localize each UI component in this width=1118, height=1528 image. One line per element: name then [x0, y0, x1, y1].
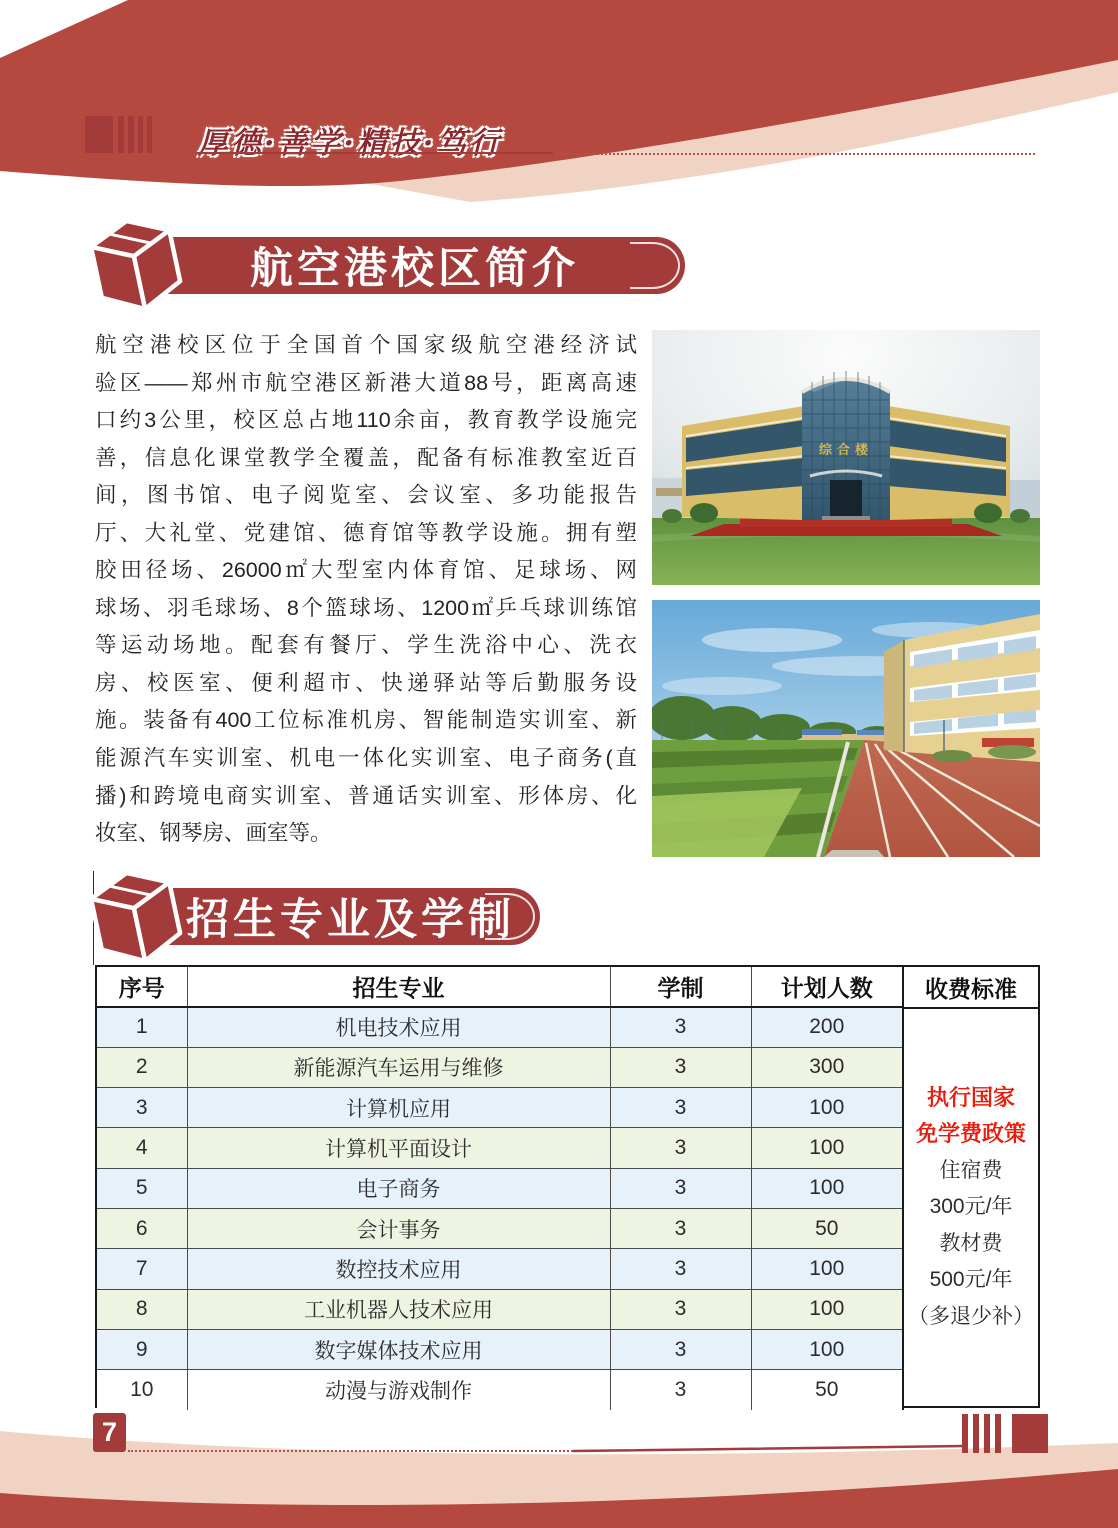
section-title-enrollment-label: 招生专业及学制	[186, 896, 515, 944]
cell-years: 3	[610, 1047, 751, 1087]
motto-rule-solid	[196, 152, 553, 154]
paragraph-line: 能源汽车实训室、机电一体化实训室、电子商务(直	[95, 746, 637, 771]
paragraph-line: 航空港校区位于全国首个国家级航空港经济试	[95, 333, 637, 357]
header-years: 学制	[610, 967, 751, 1007]
fee-detail-line: 教材费	[939, 1231, 1003, 1255]
table-row	[97, 1088, 903, 1128]
cell-major: 工业机器人技术应用	[187, 1289, 610, 1329]
cell-no: 2	[97, 1047, 187, 1087]
fee-policy-line: 免学费政策	[915, 1121, 1026, 1147]
paragraph-line: 口约3公里，校区总占地110余亩，教育教学设施完	[95, 408, 637, 433]
cell-plan: 200	[751, 1007, 903, 1047]
cell-no: 10	[97, 1370, 187, 1410]
cell-major: 计算机平面设计	[187, 1128, 610, 1168]
table-row	[97, 1047, 903, 1087]
paragraph-line: 等运动场地。配套有餐厅、学生洗浴中心、洗衣	[95, 633, 637, 658]
table-row	[97, 1329, 903, 1369]
cell-plan: 100	[751, 1329, 903, 1369]
cell-no: 5	[97, 1168, 187, 1208]
cell-no: 8	[97, 1289, 187, 1329]
footer-rule-solid	[573, 1440, 965, 1456]
header-plan: 计划人数	[751, 967, 903, 1007]
table-row	[97, 1128, 903, 1168]
cell-years: 3	[610, 1370, 751, 1410]
page-number: 7	[101, 1417, 118, 1447]
cell-years: 3	[610, 1128, 751, 1168]
cell-major: 数控技术应用	[187, 1249, 610, 1289]
cell-plan: 50	[751, 1208, 903, 1248]
table-row	[97, 1208, 903, 1248]
cell-plan: 100	[751, 1249, 903, 1289]
school-motto: 厚德·善学·精技·笃行	[198, 126, 503, 161]
table-header-row	[97, 967, 903, 1007]
table-row	[97, 1289, 903, 1329]
table-row	[97, 1168, 903, 1208]
cell-years: 3	[610, 1007, 751, 1047]
fee-details	[904, 1009, 1038, 1406]
cell-plan: 100	[751, 1289, 903, 1329]
page-number-badge	[93, 1413, 126, 1452]
cell-plan: 300	[751, 1047, 903, 1087]
cell-plan: 100	[751, 1168, 903, 1208]
fee-detail-line: 300元/年	[929, 1195, 1013, 1219]
cell-major: 机电技术应用	[187, 1007, 610, 1047]
paragraph-line: 球场、羽毛球场、8个篮球场、1200㎡乒乓球训练馆	[95, 595, 637, 620]
footer-rule-dotted	[128, 1450, 573, 1452]
paragraph-line: 间，图书馆、电子阅览室、会议室、多功能报告	[95, 483, 637, 508]
enrollment-main-table	[97, 967, 904, 1410]
cell-major: 电子商务	[187, 1168, 610, 1208]
cell-plan: 100	[751, 1088, 903, 1128]
cell-major: 新能源汽车运用与维修	[187, 1047, 610, 1087]
campus-photo-track	[652, 600, 1040, 857]
cell-no: 9	[97, 1329, 187, 1369]
fee-policy-line: 执行国家	[926, 1084, 1015, 1110]
cell-major: 数字媒体技术应用	[187, 1329, 610, 1369]
fee-detail-line: （多退少补）	[908, 1304, 1034, 1328]
paragraph-line: 妆室、钢琴房、画室等。	[95, 821, 332, 846]
cell-plan: 100	[751, 1128, 903, 1168]
cell-years: 3	[610, 1289, 751, 1329]
fee-detail-line: 500元/年	[929, 1268, 1013, 1292]
paragraph-line: 房、校医室、便利超市、快递驿站等后勤服务设	[95, 670, 637, 695]
section-title-campus-intro-label: 航空港校区简介	[250, 245, 579, 293]
header-barcode-ornament	[85, 116, 152, 153]
motto-rule-dotted	[553, 153, 1035, 155]
cell-no: 1	[97, 1007, 187, 1047]
section-title-campus-intro	[100, 237, 685, 294]
header-major: 招生专业	[187, 967, 610, 1007]
cell-major: 计算机应用	[187, 1088, 610, 1128]
cell-years: 3	[610, 1249, 751, 1289]
table-row	[97, 1007, 903, 1047]
table-row	[97, 1249, 903, 1289]
footer-barcode-ornament	[962, 1414, 1048, 1453]
cell-years: 3	[610, 1208, 751, 1248]
paragraph-line: 验区——郑州市航空港区新港大道88号，距离高速	[95, 370, 637, 395]
cell-major: 会计事务	[187, 1208, 610, 1248]
cell-no: 4	[97, 1128, 187, 1168]
cell-no: 7	[97, 1249, 187, 1289]
paragraph-line: 施。装备有400工位标准机房、智能制造实训室、新	[95, 708, 637, 733]
fee-detail-line: 住宿费	[939, 1158, 1003, 1182]
paragraph-line: 胶田径场、26000㎡大型室内体育馆、足球场、网	[95, 558, 637, 583]
enrollment-table	[95, 965, 1040, 1408]
building-sign-text: 综合楼	[818, 442, 874, 457]
paragraph-line: 善，信息化课堂教学全覆盖，配备有标准教室近百	[95, 445, 637, 470]
paragraph-line: 厅、大礼堂、党建馆、德育馆等教学设施。拥有塑	[95, 520, 637, 545]
cell-years: 3	[610, 1088, 751, 1128]
cell-years: 3	[610, 1329, 751, 1369]
cell-plan: 50	[751, 1370, 903, 1410]
cube-icon	[81, 860, 192, 977]
campus-intro-paragraph	[95, 327, 637, 853]
cell-no: 3	[97, 1088, 187, 1128]
paragraph-line: 播)和跨境电商实训室、普通话实训室、形体房、化	[95, 783, 637, 808]
header-no: 序号	[97, 967, 187, 1007]
cell-major: 动漫与游戏制作	[187, 1370, 610, 1410]
header-fee: 收费标准	[904, 967, 1038, 1009]
cell-years: 3	[610, 1168, 751, 1208]
cell-no: 6	[97, 1208, 187, 1248]
fee-column	[904, 967, 1038, 1406]
campus-photo-building	[652, 330, 1040, 585]
